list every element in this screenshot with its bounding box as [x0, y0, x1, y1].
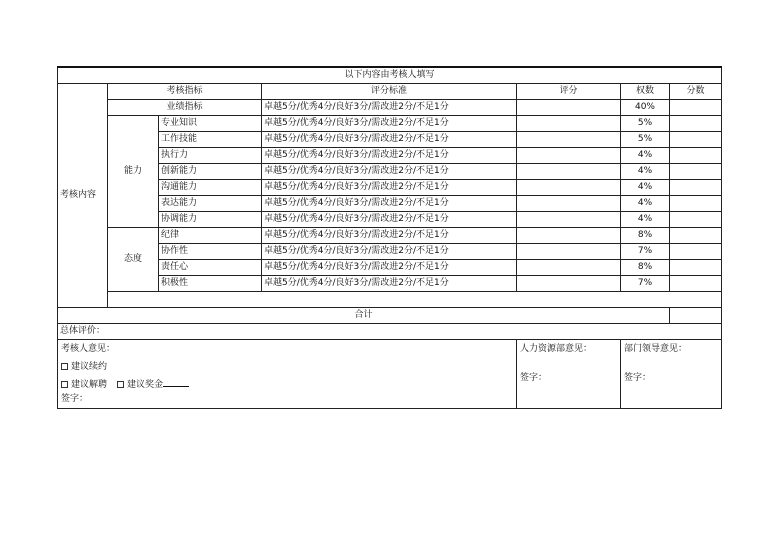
indicator-name: 纪律	[159, 228, 262, 244]
weight-cell: 7%	[621, 244, 670, 260]
hr-label: 人力资源部意见：	[520, 344, 593, 354]
renew-checkbox[interactable]	[61, 363, 68, 370]
points-cell[interactable]	[670, 116, 722, 132]
score-cell[interactable]	[517, 244, 621, 260]
total-label: 合计	[58, 308, 670, 324]
points-cell[interactable]	[670, 164, 722, 180]
spacer-row	[108, 292, 722, 308]
weight-cell: 4%	[621, 196, 670, 212]
points-cell[interactable]	[670, 212, 722, 228]
indicator-name: 协作性	[159, 244, 262, 260]
header-score: 评分	[517, 84, 621, 100]
weight-cell: 40%	[621, 100, 670, 116]
criteria-cell: 卓越5分/优秀4分/良好3分/需改进2分/不足1分	[262, 260, 517, 276]
header-criteria: 评分标准	[262, 84, 517, 100]
indicator-name: 专业知识	[159, 116, 262, 132]
bonus-checkbox[interactable]	[117, 381, 124, 388]
weight-cell: 7%	[621, 276, 670, 292]
hr-sign: 签字：	[520, 373, 548, 383]
score-cell[interactable]	[517, 196, 621, 212]
criteria-cell: 卓越5分/优秀4分/良好3分/需改进2分/不足1分	[262, 228, 517, 244]
weight-cell: 8%	[621, 228, 670, 244]
overall-label: 总体评价：	[60, 326, 106, 336]
leader-opinion[interactable]	[621, 340, 722, 409]
points-cell[interactable]	[670, 148, 722, 164]
weight-cell: 4%	[621, 164, 670, 180]
criteria-cell: 卓越5分/优秀4分/良好3分/需改进2分/不足1分	[262, 180, 517, 196]
reviewer-label: 考核人意见：	[61, 344, 116, 354]
points-cell[interactable]	[670, 180, 722, 196]
score-cell[interactable]	[517, 180, 621, 196]
points-cell[interactable]	[670, 260, 722, 276]
renew-label: 建议续约	[71, 362, 108, 372]
header-weight: 权数	[621, 84, 670, 100]
indicator-name: 积极性	[159, 276, 262, 292]
leader-label: 部门领导意见：	[624, 344, 688, 354]
criteria-cell: 卓越5分/优秀4分/良好3分/需改进2分/不足1分	[262, 196, 517, 212]
option-dismiss-row[interactable]	[61, 378, 513, 392]
points-cell[interactable]	[670, 276, 722, 292]
section-label: 考核内容	[58, 84, 108, 308]
option-renew-row[interactable]	[61, 360, 513, 374]
indicator-name: 责任心	[159, 260, 262, 276]
indicator-name: 创新能力	[159, 164, 262, 180]
weight-cell: 5%	[621, 116, 670, 132]
dismiss-label: 建议解聘	[71, 380, 108, 390]
header-points: 分数	[670, 84, 722, 100]
criteria-cell: 卓越5分/优秀4分/良好3分/需改进2分/不足1分	[262, 244, 517, 260]
criteria-cell: 卓越5分/优秀4分/良好3分/需改进2分/不足1分	[262, 276, 517, 292]
criteria-cell: 卓越5分/优秀4分/良好3分/需改进2分/不足1分	[262, 148, 517, 164]
criteria-cell: 卓越5分/优秀4分/良好3分/需改进2分/不足1分	[262, 116, 517, 132]
reviewer-opinion[interactable]	[58, 340, 517, 409]
score-cell[interactable]	[517, 116, 621, 132]
header-indicator: 考核指标	[108, 84, 262, 100]
form-title: 以下内容由考核人填写	[58, 67, 722, 84]
evaluation-form	[57, 66, 722, 409]
bonus-label: 建议奖金	[127, 380, 164, 390]
score-cell[interactable]	[517, 164, 621, 180]
indicator-name: 沟通能力	[159, 180, 262, 196]
reviewer-sign: 签字：	[61, 394, 89, 404]
weight-cell: 8%	[621, 260, 670, 276]
points-cell[interactable]	[670, 196, 722, 212]
overall-evaluation[interactable]	[58, 324, 722, 340]
hr-opinion[interactable]	[517, 340, 621, 409]
indicator-name: 协调能力	[159, 212, 262, 228]
points-cell[interactable]	[670, 228, 722, 244]
indicator-name: 执行力	[159, 148, 262, 164]
points-cell[interactable]	[670, 100, 722, 116]
indicator-name: 业绩指标	[108, 100, 262, 116]
score-cell[interactable]	[517, 260, 621, 276]
score-cell[interactable]	[517, 132, 621, 148]
leader-sign: 签字：	[624, 373, 652, 383]
criteria-cell: 卓越5分/优秀4分/良好3分/需改进2分/不足1分	[262, 132, 517, 148]
total-points-cell[interactable]	[670, 308, 722, 324]
criteria-cell: 卓越5分/优秀4分/良好3分/需改进2分/不足1分	[262, 100, 517, 116]
weight-cell: 4%	[621, 148, 670, 164]
score-cell[interactable]	[517, 228, 621, 244]
criteria-cell: 卓越5分/优秀4分/良好3分/需改进2分/不足1分	[262, 164, 517, 180]
points-cell[interactable]	[670, 132, 722, 148]
score-cell[interactable]	[517, 148, 621, 164]
indicator-name: 表达能力	[159, 196, 262, 212]
score-cell[interactable]	[517, 100, 621, 116]
group-attitude: 态度	[108, 228, 159, 292]
weight-cell: 4%	[621, 212, 670, 228]
score-cell[interactable]	[517, 212, 621, 228]
group-ability: 能力	[108, 116, 159, 228]
weight-cell: 5%	[621, 132, 670, 148]
criteria-cell: 卓越5分/优秀4分/良好3分/需改进2分/不足1分	[262, 212, 517, 228]
points-cell[interactable]	[670, 244, 722, 260]
weight-cell: 4%	[621, 180, 670, 196]
indicator-name: 工作技能	[159, 132, 262, 148]
dismiss-checkbox[interactable]	[61, 381, 68, 388]
bonus-amount-line[interactable]	[163, 378, 189, 387]
score-cell[interactable]	[517, 276, 621, 292]
